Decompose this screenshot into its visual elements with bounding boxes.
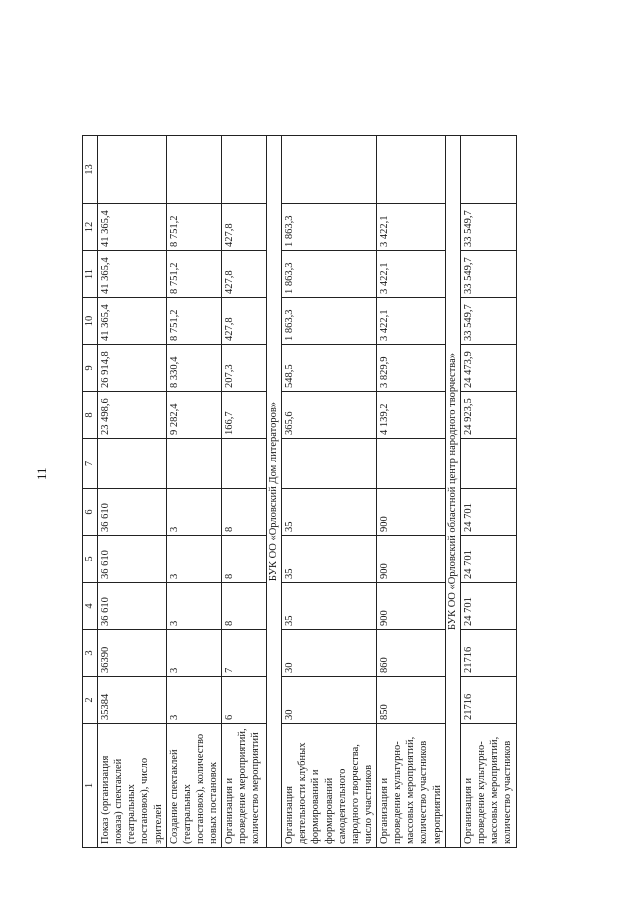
table-cell: 7 — [222, 630, 267, 677]
table-cell: 3 — [166, 536, 222, 583]
column-header: 7 — [83, 439, 98, 489]
table-cell: 35 — [282, 489, 377, 536]
column-header: 9 — [83, 345, 98, 392]
table-cell — [98, 136, 167, 204]
table-cell: 3 829,9 — [377, 345, 446, 392]
page-number: 11 — [34, 467, 49, 480]
column-header: 11 — [83, 251, 98, 298]
data-table — [82, 135, 517, 848]
table-cell: 36 610 — [98, 489, 167, 536]
section-row — [267, 136, 282, 848]
table-cell: 36390 — [98, 630, 167, 677]
table-row — [460, 136, 516, 848]
column-header: 2 — [83, 677, 98, 724]
table-row — [282, 136, 377, 848]
table-cell: 41 365,4 — [98, 298, 167, 345]
table-cell: 3 — [166, 583, 222, 630]
table-cell: 36 610 — [98, 583, 167, 630]
column-header: 10 — [83, 298, 98, 345]
column-header: 3 — [83, 630, 98, 677]
table-cell: 35 — [282, 536, 377, 583]
table-row — [166, 136, 222, 848]
table-cell: 3 422,1 — [377, 251, 446, 298]
table-cell: 860 — [377, 630, 446, 677]
table-cell: 548,5 — [282, 345, 377, 392]
table-cell: 3 422,1 — [377, 204, 446, 251]
table-cell: 24 473,9 — [460, 345, 516, 392]
table-cell: 21716 — [460, 630, 516, 677]
table-cell: 8 751,2 — [166, 204, 222, 251]
table-cell: 8 751,2 — [166, 251, 222, 298]
table-cell: 30 — [282, 630, 377, 677]
table-cell: 23 498,6 — [98, 392, 167, 439]
table-cell — [282, 136, 377, 204]
table-cell: 30 — [282, 677, 377, 724]
table-cell: 3 — [166, 677, 222, 724]
column-header: 1 — [83, 724, 98, 848]
table-cell: 1 863,3 — [282, 298, 377, 345]
table-cell: 3 — [166, 489, 222, 536]
table-cell — [166, 136, 222, 204]
table-cell: 33 549,7 — [460, 204, 516, 251]
table-body — [83, 136, 517, 848]
table-cell: 850 — [377, 677, 446, 724]
table-cell: 427,8 — [222, 298, 267, 345]
table-cell: 33 549,7 — [460, 298, 516, 345]
row-label-cell: Организация и проведение культурно-массовых мероприятий, количество участников — [460, 724, 516, 848]
table-cell — [460, 136, 516, 204]
column-header: 13 — [83, 136, 98, 204]
table-cell — [222, 439, 267, 489]
rotated-table-container — [82, 136, 622, 848]
table-cell: 8 751,2 — [166, 298, 222, 345]
table-cell: 24 923,5 — [460, 392, 516, 439]
table-cell: 35 — [282, 583, 377, 630]
column-header: 5 — [83, 536, 98, 583]
table-cell: 24 701 — [460, 536, 516, 583]
table-cell: 166,7 — [222, 392, 267, 439]
table-row — [222, 136, 267, 848]
table-cell: 3 422,1 — [377, 298, 446, 345]
table-cell: 4 139,2 — [377, 392, 446, 439]
table-row — [98, 136, 167, 848]
table-cell: 6 — [222, 677, 267, 724]
table-cell: 36 610 — [98, 536, 167, 583]
table-cell: 41 365,4 — [98, 204, 167, 251]
table-cell: 207,3 — [222, 345, 267, 392]
table-cell: 21716 — [460, 677, 516, 724]
table-cell — [460, 439, 516, 489]
column-header: 12 — [83, 204, 98, 251]
table-cell: 33 549,7 — [460, 251, 516, 298]
table-cell: 8 — [222, 583, 267, 630]
table-cell: 35384 — [98, 677, 167, 724]
row-label-cell: Организация деятельности клубных формирований и формирований самодеятельного народного творчества, число участников — [282, 724, 377, 848]
table-cell: 900 — [377, 536, 446, 583]
table-cell: 8 — [222, 489, 267, 536]
table-cell: 900 — [377, 583, 446, 630]
table-cell: 41 365,4 — [98, 251, 167, 298]
row-label-cell: Создание спектаклей (театральных постановок), количество новых постановок — [166, 724, 222, 848]
table-row — [377, 136, 446, 848]
table-cell: 427,8 — [222, 251, 267, 298]
section-title: БУК ОО «Орловский Дом литераторов» — [267, 136, 282, 848]
row-label-cell: Организация и проведение культурно-массовых мероприятий, количество участников мероприятий — [377, 724, 446, 848]
column-header: 8 — [83, 392, 98, 439]
table-cell — [98, 439, 167, 489]
table-cell — [222, 136, 267, 204]
table-cell: 1 863,3 — [282, 204, 377, 251]
table-cell: 1 863,3 — [282, 251, 377, 298]
section-title: БУК ОО «Орловский областной центр народного творчества» — [445, 136, 460, 848]
column-header: 6 — [83, 489, 98, 536]
table-cell: 8 — [222, 536, 267, 583]
section-row — [445, 136, 460, 848]
row-label-cell: Показ (организация показа) спектаклей (театральных постановок), число зрителей — [98, 724, 167, 848]
table-cell — [166, 439, 222, 489]
table-cell: 900 — [377, 489, 446, 536]
table-cell: 427,8 — [222, 204, 267, 251]
row-label-cell: Организация и проведение мероприятий, количество мероприятий — [222, 724, 267, 848]
table-cell: 24 701 — [460, 583, 516, 630]
table-cell — [377, 136, 446, 204]
table-cell: 9 282,4 — [166, 392, 222, 439]
table-cell: 24 701 — [460, 489, 516, 536]
table-cell: 8 330,4 — [166, 345, 222, 392]
table-cell: 26 914,8 — [98, 345, 167, 392]
table-cell: 365,6 — [282, 392, 377, 439]
column-header: 4 — [83, 583, 98, 630]
table-cell — [282, 439, 377, 489]
table-cell — [377, 439, 446, 489]
header-row — [83, 136, 98, 848]
table-cell: 3 — [166, 630, 222, 677]
